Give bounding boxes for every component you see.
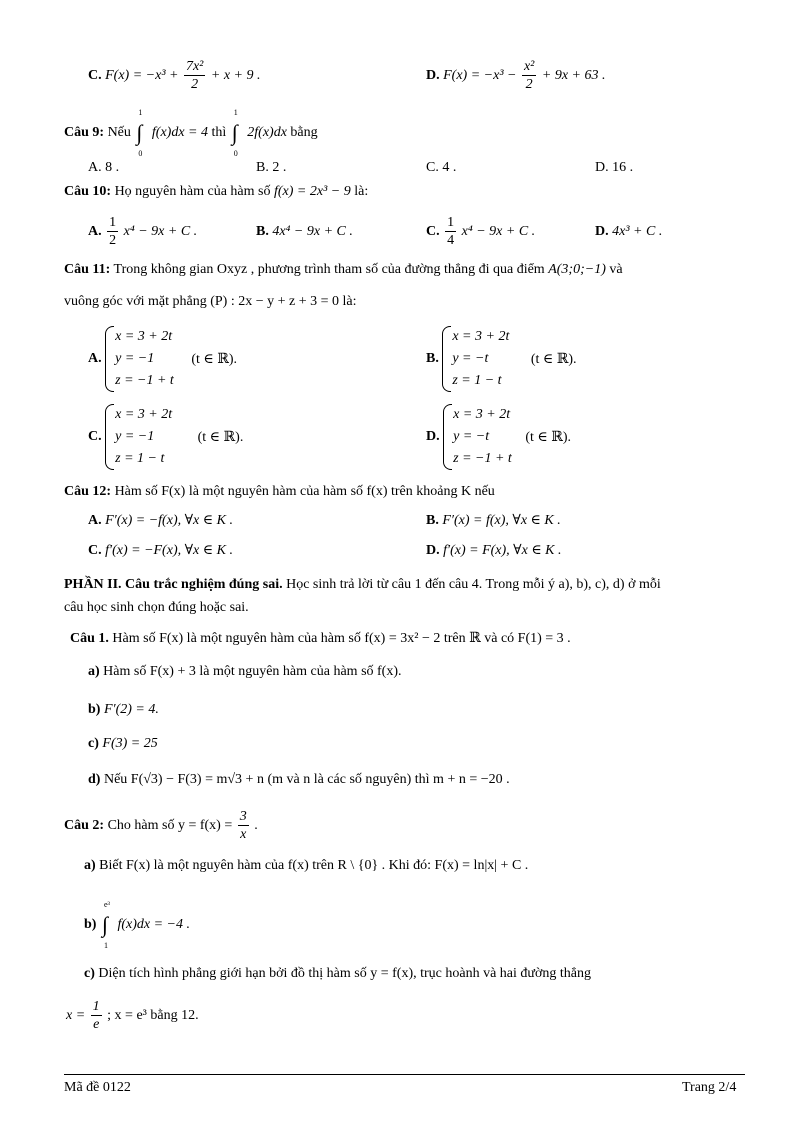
q11-option-d: D. x = 3 + 2t y = −t z = −1 + t (t ∈ ℝ). [426,404,571,470]
q12-stem: Câu 12: Hàm số F(x) là một nguyên hàm của hàm số f(x) trên khoảng K nếu [64,484,495,499]
q10-option-b: B. 4x⁴ − 9x + C . [256,224,353,239]
q9-option-a: A. 8 . [88,160,120,175]
q11-option-b: B. x = 3 + 2t y = −t z = 1 − t (t ∈ ℝ). [426,326,577,392]
p2q2-item-a: a) Biết F(x) là một nguyên hàm của f(x) trên R \ {0} . Khi đó: F(x) = ln|x| + C . [84,858,529,873]
page-number: Trang 2/4 [682,1080,737,1095]
footer-divider [64,1074,745,1075]
p2q1-item-d: d) Nếu F(√3) − F(3) = m√3 + n (m và n là các số nguyên) thì m + n = −20 . [88,772,510,787]
q9-option-c: C. 4 . [426,160,457,175]
q11-option-a: A. x = 3 + 2t y = −1 z = −1 + t (t ∈ ℝ). [88,326,237,392]
integral-sign: e³ ∫ 1 [101,900,110,950]
p2q2-item-c: c) Diện tích hình phẳng giới hạn bởi đồ thị hàm số y = f(x), trục hoành và hai đường thẳng [84,966,591,981]
q8-option-d: D. F(x) = −x³ − $\frac{\text{x²}}{2}$ + 9x + 63 . [426,59,606,92]
q12-option-b: B. F′(x) = f(x), ∀x ∈ K . [426,513,561,528]
q11-option-c: C. x = 3 + 2t y = −1 z = 1 − t (t ∈ ℝ). [88,404,243,470]
q10-option-d: D. 4x³ + C . [595,224,663,239]
p2q2-item-c-line2: x = $\frac{1}{e}$ ; x = e³ bằng 12. [66,999,199,1032]
q10-stem: Câu 10: Họ nguyên hàm của hàm số f(x) = 2x³ − 9 là: [64,184,369,199]
part2-intro-line2: câu học sinh chọn đúng hoặc sai. [64,600,249,615]
integral-sign: 1 ∫ 0 [231,108,238,158]
exam-code: Mã đề 0122 [64,1080,131,1095]
q11-stem-line1: Câu 11: Trong không gian Oxyz , phương trình tham số của đường thẳng đi qua điểm A(3;0;−1) và [64,262,623,277]
integral-sign: 1 ∫ 0 [136,108,143,158]
q12-option-c: C. f′(x) = −F(x), ∀x ∈ K . [88,543,233,558]
q12-option-a: A. F′(x) = −f(x), ∀x ∈ K . [88,513,233,528]
p2q1-stem: Câu 1. Hàm số F(x) là một nguyên hàm của hàm số f(x) = 3x² − 2 trên ℝ và có F(1) = 3 . [70,631,571,646]
q9-option-b: B. 2 . [256,160,287,175]
q10-option-c: C. $\frac{1}{4}$ x⁴ − 9x + C . [426,215,536,248]
q8-option-c: C. F(x) = −x³ + $\frac{\text{7x²}}{2}$ + x + 9 . [88,59,261,92]
q9-stem: Câu 9: Nếu 1 ∫ 0 f(x)dx = 4 thì 1 ∫ 0 2f(x)dx bằng [64,108,318,158]
q11-stem-line2: vuông góc với mặt phẳng (P) : 2x − y + z + 3 = 0 là: [64,294,357,309]
p2q2-stem: Câu 2: Cho hàm số y = f(x) = $\frac{3}{x}$ . [64,809,258,842]
p2q1-item-c: c) F(3) = 25 [88,736,158,751]
p2q1-item-b: b) F′(2) = 4. [88,702,159,717]
q12-option-d: D. f′(x) = F(x), ∀x ∈ K . [426,543,562,558]
p2q1-item-a: a) Hàm số F(x) + 3 là một nguyên hàm của hàm số f(x). [88,664,402,679]
part2-heading: PHẦN II. Câu trắc nghiệm đúng sai. Học sinh trả lời từ câu 1 đến câu 4. Trong mỗi ý a), b), c), d) ở mỗi [64,577,661,592]
q10-option-a: A. $\frac{1}{2}$ x⁴ − 9x + C . [88,215,198,248]
p2q2-item-b: b) e³ ∫ 1 f(x)dx = −4 . [84,900,190,950]
q9-option-d: D. 16 . [595,160,634,175]
